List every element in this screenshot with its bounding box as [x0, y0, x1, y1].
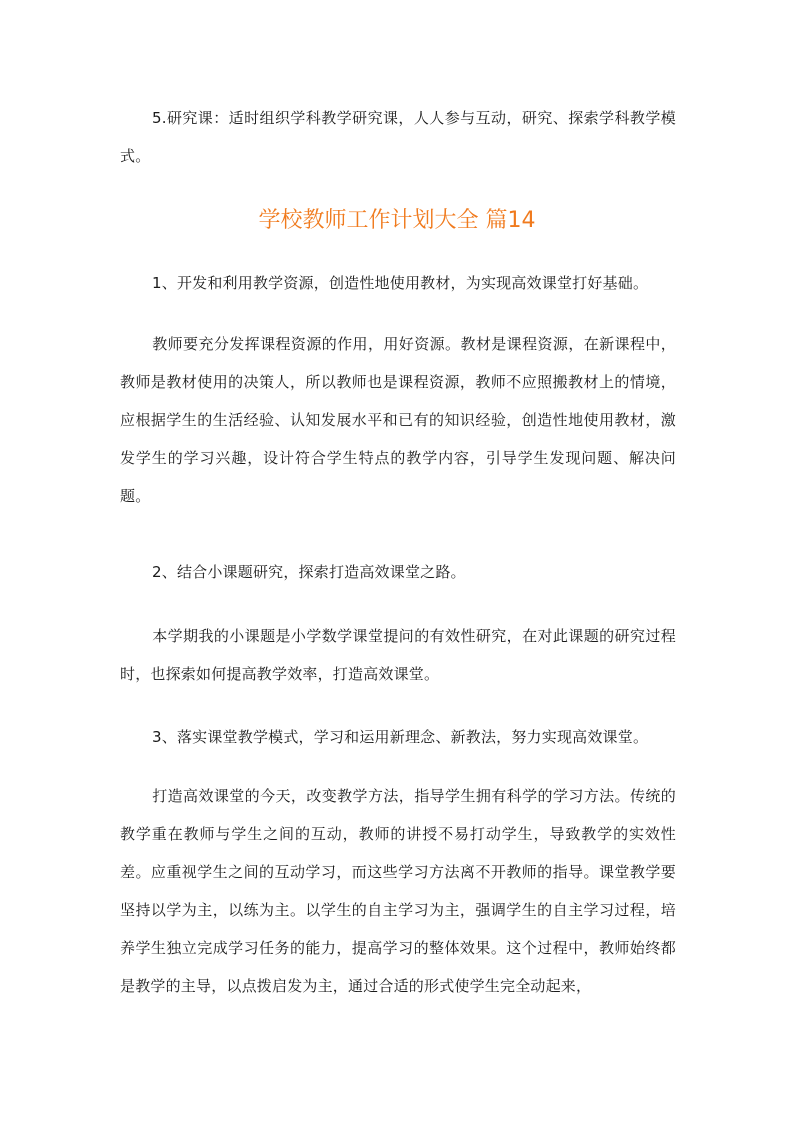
paragraph-heading-2 — [120, 553, 676, 591]
section-title: 学校教师工作计划大全 篇14 — [258, 208, 536, 233]
paragraph-body-1 — [120, 325, 676, 515]
paragraph-body-3 — [120, 777, 676, 1005]
paragraph-text: 5.研究课：适时组织学科教学研究课，人人参与互动，研究、探索学科教学模式。 — [120, 109, 676, 165]
paragraph-text: 打造高效课堂的今天，改变教学方法，指导学生拥有科学的学习方法。传统的教学重在教师与学生之间的互动，教师的讲授不易打动学生，导致教学的实效性差。应重视学生之间的互动学习，而这些学习方法离不开教师的指导。课堂教学要坚持以学为主，以练为主。以学生的自主学习为主，强调学生的自主学习过程，培养学生独立完成学习任务的能力，提高学习的整体效果。这个过程中，教师始终都是教学的主导，以点拨启发为主，通过合适的形式使学生完全动起来， — [120, 787, 676, 995]
paragraph-text: 2、结合小课题研究，探索打造高效课堂之路。 — [152, 563, 466, 581]
paragraph-text: 1、开发和利用教学资源，创造性地使用教材，为实现高效课堂打好基础。 — [152, 274, 649, 292]
paragraph-body-2 — [120, 617, 676, 693]
paragraph-heading-1 — [120, 264, 676, 302]
paragraph-text: 3、落实课堂教学模式，学习和运用新理念、新教法，努力实现高效课堂。 — [152, 728, 649, 746]
paragraph-text: 本学期我的小课题是小学数学课堂提问的有效性研究，在对此课题的研究过程时，也探索如何提高教学效率，打造高效课堂。 — [120, 627, 676, 683]
paragraph-text: 教师要充分发挥课程资源的作用，用好资源。教材是课程资源，在新课程中，教师是教材使用的决策人，所以教师也是课程资源，教师不应照搬教材上的情境，应根据学生的生活经验、认知发展水平和已有的知识经验，创造性地使用教材，激发学生的学习兴趣，设计符合学生特点的教学内容，引导学生发现问题、解决问题。 — [120, 335, 676, 505]
paragraph-heading-3 — [120, 718, 676, 756]
paragraph-research-class — [120, 99, 676, 175]
